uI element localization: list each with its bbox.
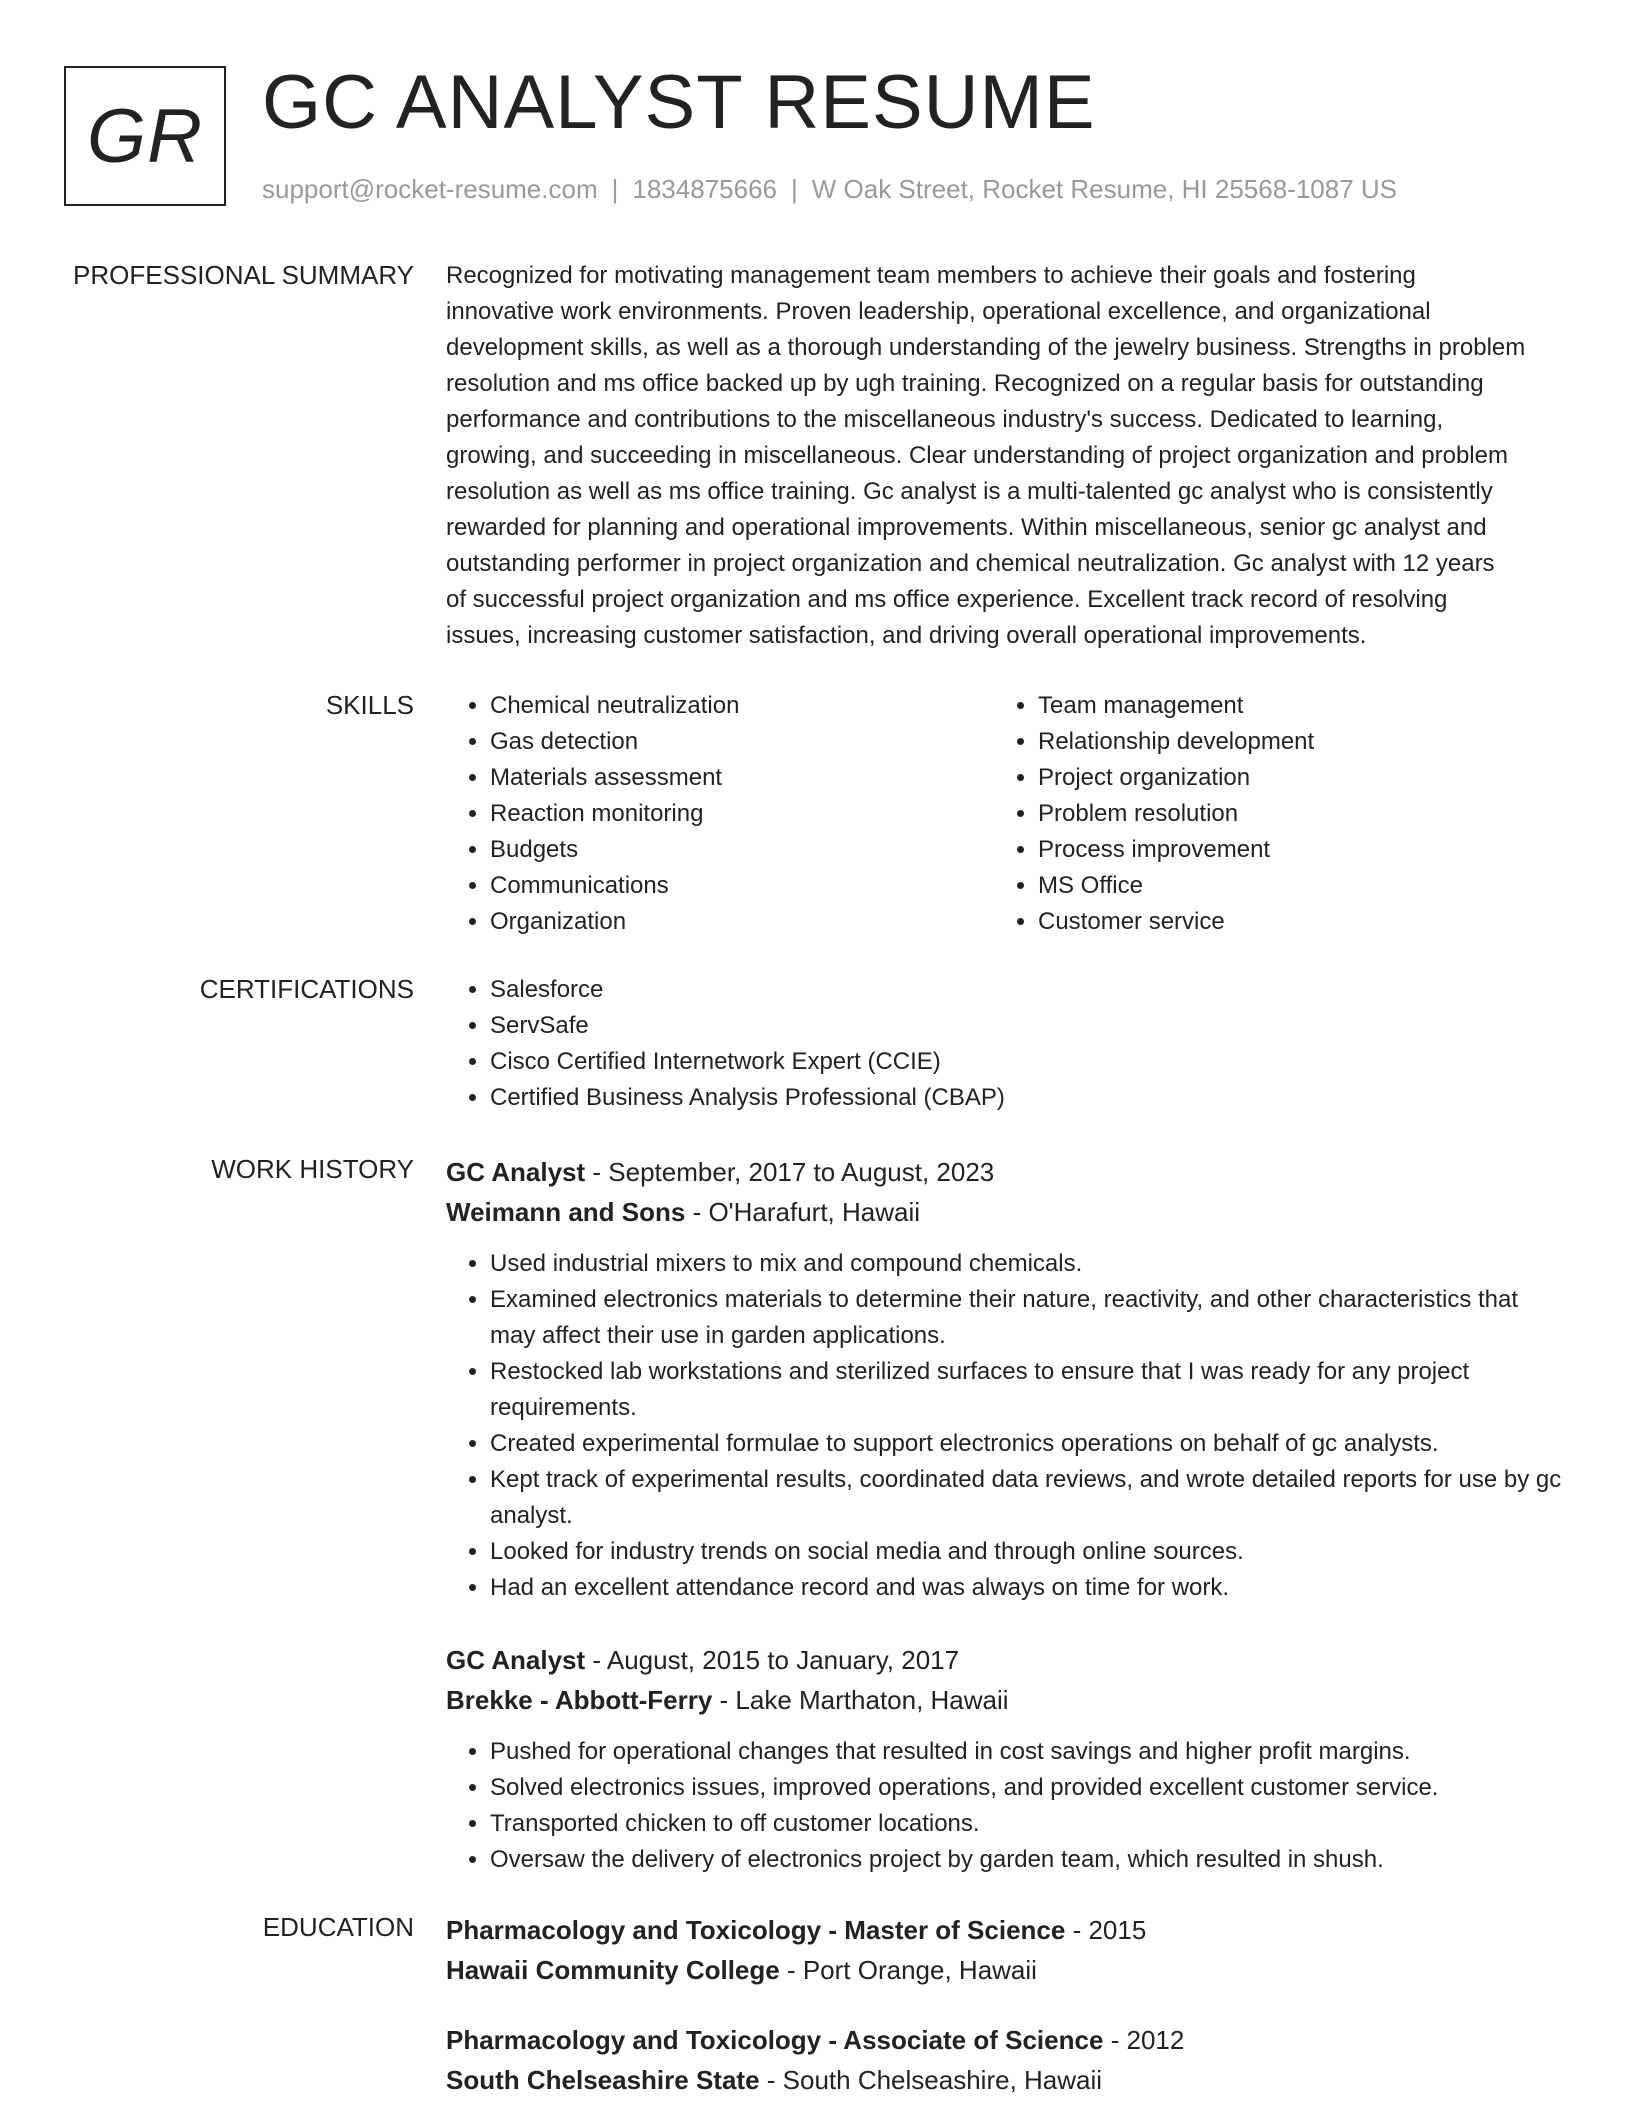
- section-label-certifications: CERTIFICATIONS: [199, 974, 414, 1004]
- job-bullet: • Had an excellent attendance record and was always on time for work.: [490, 1570, 1568, 1606]
- contact-separator: |: [791, 174, 798, 204]
- job-dates: - September, 2017 to August, 2023: [585, 1157, 995, 1187]
- certification-item: • Certified Business Analysis Professional (CBAP): [490, 1080, 1568, 1116]
- degree: Pharmacology and Toxicology - Master of Science: [446, 1915, 1066, 1945]
- work-history-body: [446, 1152, 1568, 1878]
- skill-item: • Budgets: [490, 832, 994, 868]
- summary-line: performance and contributions to the miscellaneous industry's success. Dedicated to learning,: [446, 406, 1444, 433]
- job-location: - Lake Marthaton, Hawaii: [712, 1685, 1009, 1715]
- job-bullet: • Transported chicken to off customer locations.: [490, 1806, 1568, 1842]
- job-bullets: [446, 1246, 1568, 1606]
- skill-item: • Process improvement: [1038, 832, 1542, 868]
- skills-list-left: [446, 688, 994, 940]
- certifications-body: [446, 972, 1568, 1116]
- summary-line: Recognized for motivating management team members to achieve their goals and fostering: [446, 262, 1416, 289]
- school: South Chelseashire State: [446, 2065, 760, 2095]
- job-title: GC Analyst: [446, 1157, 586, 1187]
- certification-item: • ServSafe: [490, 1008, 1568, 1044]
- skill-item: • Relationship development: [1038, 724, 1542, 760]
- summary-line: of successful project organization and ms office experience. Excellent track record of resolving: [446, 586, 1448, 613]
- job-company-line: [446, 1192, 1568, 1232]
- degree-year: - 2015: [1065, 1915, 1147, 1945]
- degree-year: - 2012: [1103, 2025, 1185, 2055]
- skill-item: • Reaction monitoring: [490, 796, 994, 832]
- skill-item: • Organization: [490, 904, 994, 940]
- skill-item: • Gas detection: [490, 724, 994, 760]
- section-label-work-history: WORK HISTORY: [211, 1154, 414, 1184]
- summary-line: resolution as well as ms office training. Gc analyst is a multi-talented gc analyst who is consistently: [446, 478, 1493, 505]
- school-location: - Port Orange, Hawaii: [779, 1955, 1037, 1985]
- contact-line: [262, 174, 1397, 205]
- certifications-list: [446, 972, 1568, 1116]
- summary-line: rewarded for planning and operational improvements. Within miscellaneous, senior gc analyst and: [446, 514, 1487, 541]
- skills-body: [446, 688, 1568, 940]
- job-bullet: • Used industrial mixers to mix and compound chemicals.: [490, 1246, 1568, 1282]
- job-title-line: [446, 1640, 1568, 1680]
- certification-item: • Cisco Certified Internetwork Expert (CCIE): [490, 1044, 1568, 1080]
- school: Hawaii Community College: [446, 1955, 780, 1985]
- skill-item: • Team management: [1038, 688, 1542, 724]
- job-bullet: • Looked for industry trends on social media and through online sources.: [490, 1534, 1568, 1570]
- job-bullets: [446, 1734, 1568, 1878]
- job-company: Weimann and Sons: [446, 1197, 686, 1227]
- education-body: [446, 1910, 1568, 2100]
- school-line: [446, 2060, 1568, 2100]
- job-bullet: • Examined electronics materials to determine their nature, reactivity, and other characteristics that may affect their use in garden applications.: [490, 1282, 1568, 1354]
- job-bullet: • Solved electronics issues, improved operations, and provided excellent customer service.: [490, 1770, 1568, 1806]
- job-company-line: [446, 1680, 1568, 1720]
- degree-line: [446, 2020, 1568, 2060]
- job-bullet: • Created experimental formulae to support electronics operations on behalf of gc analysts.: [490, 1426, 1568, 1462]
- school-line: [446, 1950, 1568, 1990]
- degree: Pharmacology and Toxicology - Associate of Science: [446, 2025, 1104, 2055]
- skill-item: • Materials assessment: [490, 760, 994, 796]
- job-location: - O'Harafurt, Hawaii: [685, 1197, 921, 1227]
- summary-line: issues, increasing customer satisfaction, and driving overall operational improvements.: [446, 622, 1367, 649]
- contact-separator: |: [611, 174, 619, 204]
- summary-body: [446, 258, 1568, 654]
- summary-line: development skills, as well as a thorough understanding of the jewelry business. Strengths in problem: [446, 334, 1526, 361]
- school-location: - South Chelseashire, Hawaii: [759, 2065, 1103, 2095]
- job-bullet: • Kept track of experimental results, coordinated data reviews, and wrote detailed reports for use by gc analyst.: [490, 1462, 1568, 1534]
- skill-item: • Project organization: [1038, 760, 1542, 796]
- job-title-line: [446, 1152, 1568, 1192]
- skills-list-right: [994, 688, 1542, 940]
- contact-phone[interactable]: 1834875666: [632, 174, 777, 204]
- summary-text: [446, 258, 1568, 654]
- job-dates: - August, 2015 to January, 2017: [585, 1645, 960, 1675]
- job-title: GC Analyst: [446, 1645, 586, 1675]
- skill-item: • Chemical neutralization: [490, 688, 994, 724]
- monogram: GR: [64, 66, 226, 206]
- summary-line: outstanding performer in project organization and chemical neutralization. Gc analyst with 12 years: [446, 550, 1495, 577]
- summary-line: growing, and succeeding in miscellaneous. Clear understanding of project organization and problem: [446, 442, 1508, 469]
- job-bullet: • Pushed for operational changes that resulted in cost savings and higher profit margins.: [490, 1734, 1568, 1770]
- certification-item: • Salesforce: [490, 972, 1568, 1008]
- contact-address: W Oak Street, Rocket Resume, HI 25568-1087 US: [811, 174, 1398, 204]
- degree-line: [446, 1910, 1568, 1950]
- skill-item: • MS Office: [1038, 868, 1542, 904]
- summary-line: resolution and ms office backed up by ugh training. Recognized on a regular basis for outstanding: [446, 370, 1484, 397]
- section-label-summary: PROFESSIONAL SUMMARY: [73, 260, 414, 290]
- job-bullet: • Restocked lab workstations and sterilized surfaces to ensure that I was ready for any project requirements.: [490, 1354, 1568, 1426]
- skill-item: • Customer service: [1038, 904, 1542, 940]
- contact-email[interactable]: support@rocket-resume.com: [262, 174, 598, 204]
- skill-item: • Communications: [490, 868, 994, 904]
- skill-item: • Problem resolution: [1038, 796, 1542, 832]
- section-label-education: EDUCATION: [262, 1912, 414, 1942]
- resume-title: GC ANALYST RESUME: [262, 60, 1096, 145]
- job-bullet: • Oversaw the delivery of electronics project by garden team, which resulted in shush.: [490, 1842, 1568, 1878]
- job-company: Brekke - Abbott-Ferry: [446, 1685, 713, 1715]
- summary-line: innovative work environments. Proven leadership, operational excellence, and organizational: [446, 298, 1431, 325]
- section-label-skills: SKILLS: [325, 690, 414, 720]
